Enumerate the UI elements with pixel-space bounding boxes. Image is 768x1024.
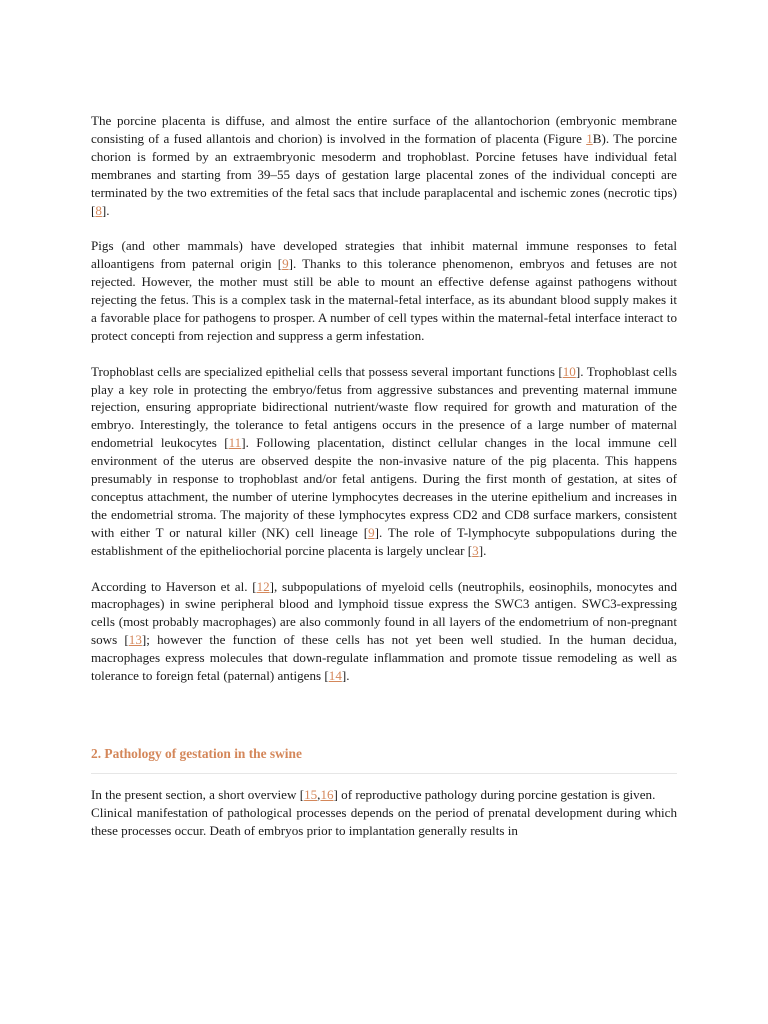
paragraph	[91, 786, 677, 804]
section-divider	[91, 773, 677, 774]
paragraph	[91, 363, 677, 560]
paragraph-text: ]. Thanks to this tolerance phenomenon, embryos and fetuses are not rejected. However, the mother must still be able to mount an effective defense against pathogens without rejecting the fetus. This is a complex task in the maternal-fetal interface, as its abundant blood supply makes it a favorable place for pathogens to prosper. A number of cell types within the maternal-fetal interface interact to protect concepti from rejection and suppress a germ infestation.	[91, 256, 677, 343]
citation-link[interactable]: 13	[128, 632, 142, 648]
citation-link[interactable]: 16	[320, 786, 334, 802]
citation-link[interactable]: 9	[368, 524, 375, 540]
paragraph	[91, 578, 677, 685]
citation-link[interactable]: 15	[304, 786, 318, 802]
paragraph	[91, 237, 677, 344]
paragraph-list	[91, 112, 677, 685]
section-heading: 2. Pathology of gestation in the swine	[91, 745, 302, 761]
paragraph-text: ] of reproductive pathology during porcine gestation is given.	[333, 786, 656, 802]
paragraph-text: Clinical manifestation of pathological processes depends on the period of prenatal development during which these processes occur. Death of embryos prior to implantation generally results in	[91, 804, 677, 838]
citation-link[interactable]: 10	[562, 363, 576, 379]
paragraph-text: Pigs (and other mammals) have developed strategies that inhibit maternal immune responses to fetal alloantigens from paternal origin [	[91, 238, 677, 272]
paragraph	[91, 112, 677, 219]
paragraph-text: ,	[317, 786, 321, 802]
paragraph-text: ]; however the function of these cells has not yet been well studied. In the human decidua, macrophages express molecules that down-regulate inflammation and promote tissue remodeling as well as tolerance to foreign fetal (paternal) antigens [	[91, 632, 677, 684]
citation-link[interactable]: 1	[586, 130, 593, 146]
paragraph-text: ].	[341, 668, 350, 684]
paragraph-text: In the present section, a short overview [	[91, 786, 305, 802]
citation-link[interactable]: 12	[256, 578, 270, 594]
paragraph-text: ].	[478, 542, 487, 558]
citation-link[interactable]: 11	[228, 435, 242, 451]
citation-link[interactable]: 8	[95, 202, 102, 218]
citation-link[interactable]: 9	[282, 256, 289, 272]
citation-link[interactable]: 3	[472, 542, 479, 558]
paragraph-text: ]. Trophoblast cells play a key role in protecting the embryo/fetus from aggressive substances and preventing maternal immune rejection, ensuring appropriate bidirectional nutrient/waste flow required for growth and maturation of the embryo. Interestingly, the tolerance to fetal antigens occurs in the presence of a large number of maternal endometrial leukocytes [	[91, 363, 677, 451]
paragraph-text: ]. The role of T-lymphocyte subpopulations during the establishment of the epitheliochorial porcine placenta is largely unclear [	[91, 524, 677, 558]
paragraph-text: ].	[101, 202, 110, 218]
paragraph-text: ]. Following placentation, distinct cellular changes in the local immune cell environment of the uterus are observed despite the non-invasive nature of the pig placenta. This happens presumably in response to trophoblast and/or fetal antigens. During the first month of gestation, at sites of conceptus attachment, the number of uterine lymphocytes decreases in the uterine epithelium and increases in the endometrial stroma. The majority of these lymphocytes express CD2 and CD8 surface markers, consistent with either T or natural killer (NK) cell lineage [	[91, 435, 678, 540]
article-body	[91, 112, 677, 840]
paragraph-text: ], subpopulations of myeloid cells (neutrophils, eosinophils, monocytes and macrophages) in swine peripheral blood and lymphoid tissue express the SWC3 antigen. SWC3-expressing cells (most probably macrophages) are also commonly found in all layers of the endometrium of non-pregnant sows [	[91, 578, 677, 648]
paragraph-text: Trophoblast cells are specialized epithelial cells that possess several important functions [	[91, 363, 563, 379]
paragraph-text: The porcine placenta is diffuse, and almost the entire surface of the allantochorion (embryonic membrane consisting of a fused allantois and chorion) is involved in the formation of placenta (Figure	[91, 113, 677, 146]
paragraph	[91, 804, 677, 840]
paragraph-text: B). The porcine chorion is formed by an extraembryonic mesoderm and trophoblast. Porcine fetuses have individual fetal membranes and starting from 39–55 days of gestation large placental zones of the individual concepti are terminated by the two extremities of the fetal sacs that include paraplacental and ischemic zones (necrotic tips) [	[91, 130, 678, 218]
citation-link[interactable]: 14	[328, 668, 342, 684]
section-paragraph-list	[91, 786, 677, 840]
paragraph-text: According to Haverson et al. [	[91, 578, 257, 594]
